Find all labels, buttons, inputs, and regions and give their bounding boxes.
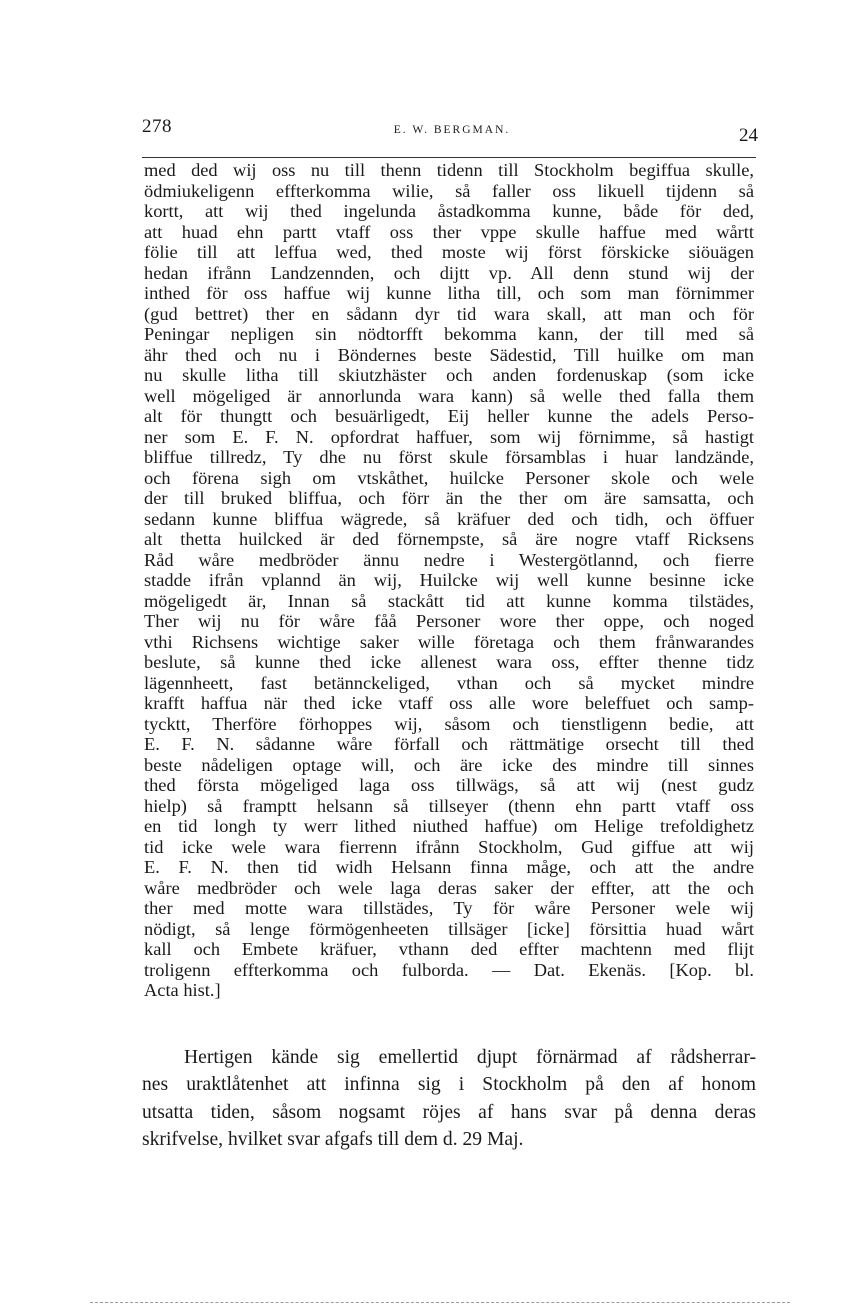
text-line: utsatta tiden, såsom nogsamt röjes af hans svar på denna deras	[142, 1101, 756, 1123]
quote-line: (gud bettret) ther en sådann dyr tid wara skall, att man och för	[144, 303, 754, 324]
quote-line: Acta hist.]	[144, 980, 221, 1000]
quote-line: Ther wij nu för wåre fåå Personer wore ther oppe, och noged	[144, 611, 754, 631]
page-header	[142, 116, 762, 152]
text-line: Hertigen kände sig emellertid djupt förnärmad af rådsherrar-	[184, 1047, 756, 1068]
quote-line: hielp) så framptt helsann så tillseyer (thenn ehn partt vtaff oss	[144, 795, 754, 816]
quote-line: ödmiukeligenn effterkomma wilie, så faller oss likuell tijdenn så	[144, 180, 754, 201]
quote-line: alt thetta huilcked är ded förnempste, så äre nogre vtaff Ricksens	[144, 529, 754, 549]
quote-line: ther med motte wara tillstädes, Ty för wåre Personer wele wij	[144, 898, 754, 918]
page-number: 278	[142, 116, 172, 137]
quote-line: hedan ifrånn Landzennden, och dijtt vp. All denn stund wij der	[144, 262, 754, 283]
quoted-letter	[144, 160, 754, 1001]
signature-mark: 24	[739, 125, 758, 146]
quote-line: inthed för oss haffue wij kunne litha till, och som man förnimmer	[144, 283, 754, 303]
quote-line: troligenn effterkomma och fulborda. — Dat. Ekenäs. [Kop. bl.	[144, 959, 754, 980]
quote-line: wåre medbröder och wele laga deras saker der effter, att the och	[144, 877, 754, 898]
quote-line: ner som E. F. N. opfordrat haffuer, som wij förnimme, så hastigt	[144, 426, 754, 447]
quote-line: E. F. N. sådanne wåre förfall och rättmätige orsecht till thed	[144, 734, 754, 754]
quote-line: ähr thed och nu i Böndernes beste Sädestid, Till huilke om man	[144, 344, 754, 365]
body-paragraph	[142, 1044, 756, 1153]
quote-line: kall och Embete kräfuer, vthann ded effter machtenn med flijt	[144, 939, 754, 959]
quote-line: beste nådeligen optage will, och äre icke des mindre till sinnes	[144, 754, 754, 775]
quote-line: mögeligedt är, Innan så stackått tid att kunne komma tilstädes,	[144, 590, 754, 611]
quote-line: fölie till att leffua wed, thed moste wij först förskicke siöuägen	[144, 242, 754, 262]
quote-line: kortt, att wij thed ingelunda åstadkomma kunne, både för ded,	[144, 201, 754, 221]
quote-line: alt för thungtt och besuärligedt, Eij heller kunne the adels Perso-	[144, 406, 754, 426]
running-head: E. W. BERGMAN.	[393, 124, 511, 136]
quote-line: lägennheett, fast betännckeliged, vthan och så mycket mindre	[144, 672, 754, 693]
quote-line: med ded wij oss nu till thenn tidenn till Stockholm begiffua skulle,	[144, 160, 754, 180]
page-bottom-edge	[90, 1302, 790, 1303]
quote-line: Peningar nepligen sin nödtorfft bekomma kann, der till med så	[144, 324, 754, 344]
quote-line: nu skulle litha till skiutzhäster och anden fordenuskap (som icke	[144, 365, 754, 385]
text-line: skrifvelse, hvilket svar afgafs till dem d. 29 Maj.	[142, 1128, 524, 1150]
quote-line: att huad ehn partt vtaff oss ther vppe skulle haffue med wårtt	[144, 221, 754, 242]
quote-line: thed första mögeliged laga oss tillwägs, så att wij (nest gudz	[144, 775, 754, 795]
header-rule	[142, 157, 756, 158]
quote-line: vthi Richsens wichtige saker wille företaga och them frånwarandes	[144, 631, 754, 652]
quote-line: krafft haffua när thed icke vtaff oss alle wore beleffuet och samp-	[144, 693, 754, 713]
quote-line: der till bruked bliffua, och förr än the ther om äre samsatta, och	[144, 488, 754, 508]
text-line: nes uraktlåtenhet att infinna sig i Stockholm på den af honom	[142, 1074, 756, 1096]
quote-line: beslute, så kunne thed icke allenest wara oss, effter thenne tidz	[144, 652, 754, 672]
quote-line: tycktt, Therföre förhoppes wij, såsom och tienstligenn bedie, att	[144, 713, 754, 734]
quote-line: Råd wåre medbröder ännu nedre i Westergötlannd, och fierre	[144, 549, 754, 570]
quote-line: nödigt, så lenge förmögenheeten tillsäger [icke] försittia huad wårt	[144, 918, 754, 939]
quote-line: stadde ifrån vplannd än wij, Huilcke wij well kunne besinne icke	[144, 570, 754, 590]
quote-line: bliffue tillredz, Ty dhe nu först skule församblas i huar landzände,	[144, 447, 754, 467]
quote-line: well mögeliged är annorlunda wara kann) så welle thed falla them	[144, 385, 754, 406]
quote-line: och förena sigh om vtskåthet, huilcke Personer skole och wele	[144, 467, 754, 488]
quote-line: tid icke wele wara fierrenn ifrånn Stockholm, Gud giffue att wij	[144, 836, 754, 857]
quote-line: en tid longh ty werr lithed niuthed haffue) om Helige trefoldighetz	[144, 816, 754, 836]
quote-line: sedann kunne bliffua wägrede, så kräfuer ded och tidh, och öffuer	[144, 508, 754, 529]
quote-line: E. F. N. then tid widh Helsann finna måge, och att the andre	[144, 857, 754, 877]
